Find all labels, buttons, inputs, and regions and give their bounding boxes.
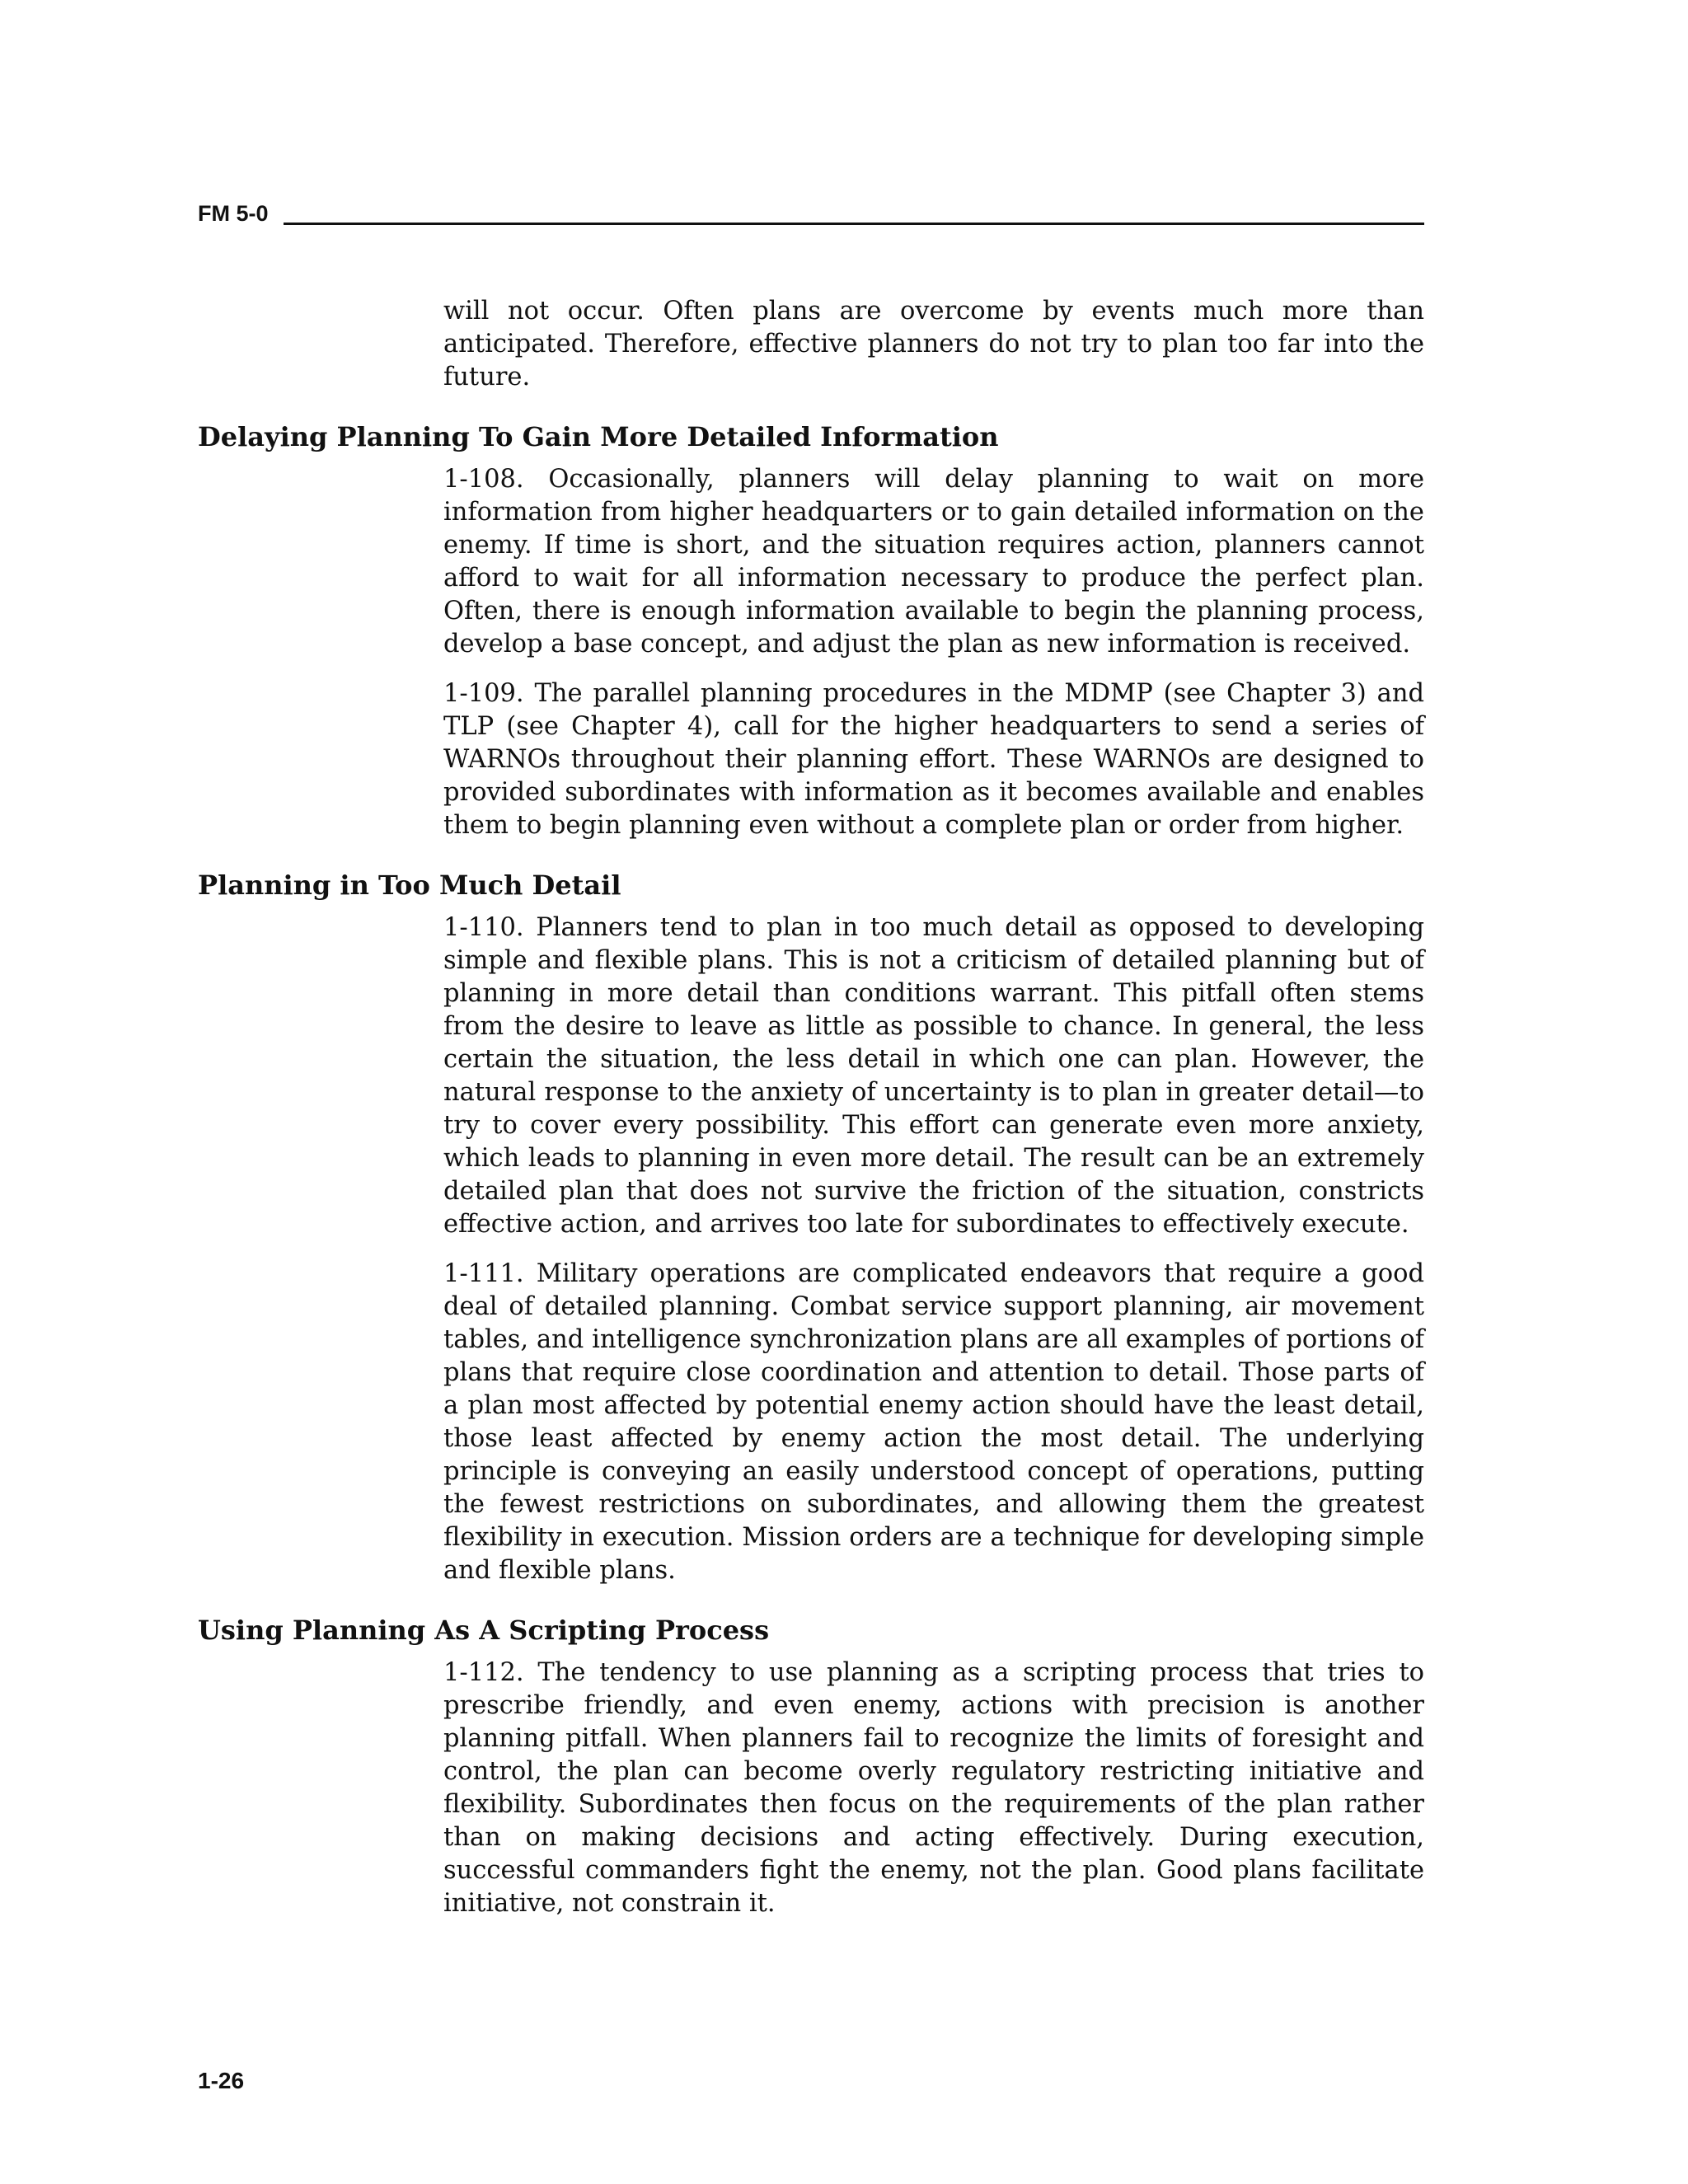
- section-heading: Planning in Too Much Detail: [198, 869, 621, 901]
- section-delaying-planning: [198, 420, 1424, 842]
- paragraph-1-109: 1-109. The parallel planning procedures in the MDMP (see Chapter 3) and TLP (see Chapter 4), call for the higher headquarters to send a series of WARNOs throughout their planning effort. These WARNOs are designed to provided subordinates with information as it becomes available and enables them to begin planning even without a complete plan or order from higher.: [443, 679, 1424, 840]
- document-id: FM 5-0: [198, 201, 269, 226]
- page-number: 1-26: [198, 2068, 245, 2093]
- paragraph-1-111: 1-111. Military operations are complicated endeavors that require a good deal of detailed planning. Combat service support planning, air movement tables, and intelligence synchronization plans are all examples of portions of plans that require close coordination and attention to detail. Those parts of a plan most affected by potential enemy action should have the least detail, those least affected by enemy action the most detail. The underlying principle is conveying an easily understood concept of operations, putting the fewest restrictions on subordinates, and allowing them the greatest flexibility in execution. Mission orders are a technique for developing simple and flexible plans.: [443, 1259, 1424, 1585]
- continued-paragraph: will not occur. Often plans are overcome by events much more than anticipated. Therefore, effective planners do not try to plan too far into the future.: [443, 297, 1424, 391]
- paragraph-1-112: 1-112. The tendency to use planning as a scripting process that tries to prescribe friendly, and even enemy, actions with precision is another planning pitfall. When planners fail to recognize the limits of foresight and control, the plan can become overly regulatory restricting initiative and flexibility. Subordinates then focus on the requirements of the plan rather than on making decisions and acting effectively. During execution, successful commanders fight the enemy, not the plan. Good plans facilitate initiative, not constrain it.: [443, 1658, 1424, 1918]
- page-body: [198, 295, 1424, 1947]
- section-too-much-detail: [198, 869, 1424, 1587]
- paragraph-1-108: 1-108. Occasionally, planners will delay planning to wait on more information from higher headquarters or to gain detailed information on the enemy. If time is short, and the situation requires action, planners cannot afford to wait for all information necessary to produce the perfect plan. Often, there is enough information available to begin the planning process, develop a base concept, and adjust the plan as new information is received.: [443, 465, 1424, 658]
- section-heading: Delaying Planning To Gain More Detailed Information: [198, 421, 999, 452]
- section-scripting-process: [198, 1614, 1424, 1920]
- header-rule: [284, 223, 1424, 225]
- running-header: [198, 199, 1424, 227]
- section-heading: Using Planning As A Scripting Process: [198, 1615, 770, 1646]
- paragraph-1-110: 1-110. Planners tend to plan in too much detail as opposed to developing simple and flexible plans. This is not a criticism of detailed planning but of planning in more detail than conditions warrant. This pitfall often stems from the desire to leave as little as possible to chance. In general, the less certain the situation, the less detail in which one can plan. However, the natural response to the anxiety of uncertainty is to plan in greater detail—to try to cover every possibility. This effort can generate even more anxiety, which leads to planning in even more detail. The result can be an extremely detailed plan that does not survive the friction of the situation, constricts effective action, and arrives too late for subordinates to effectively execute.: [443, 913, 1424, 1239]
